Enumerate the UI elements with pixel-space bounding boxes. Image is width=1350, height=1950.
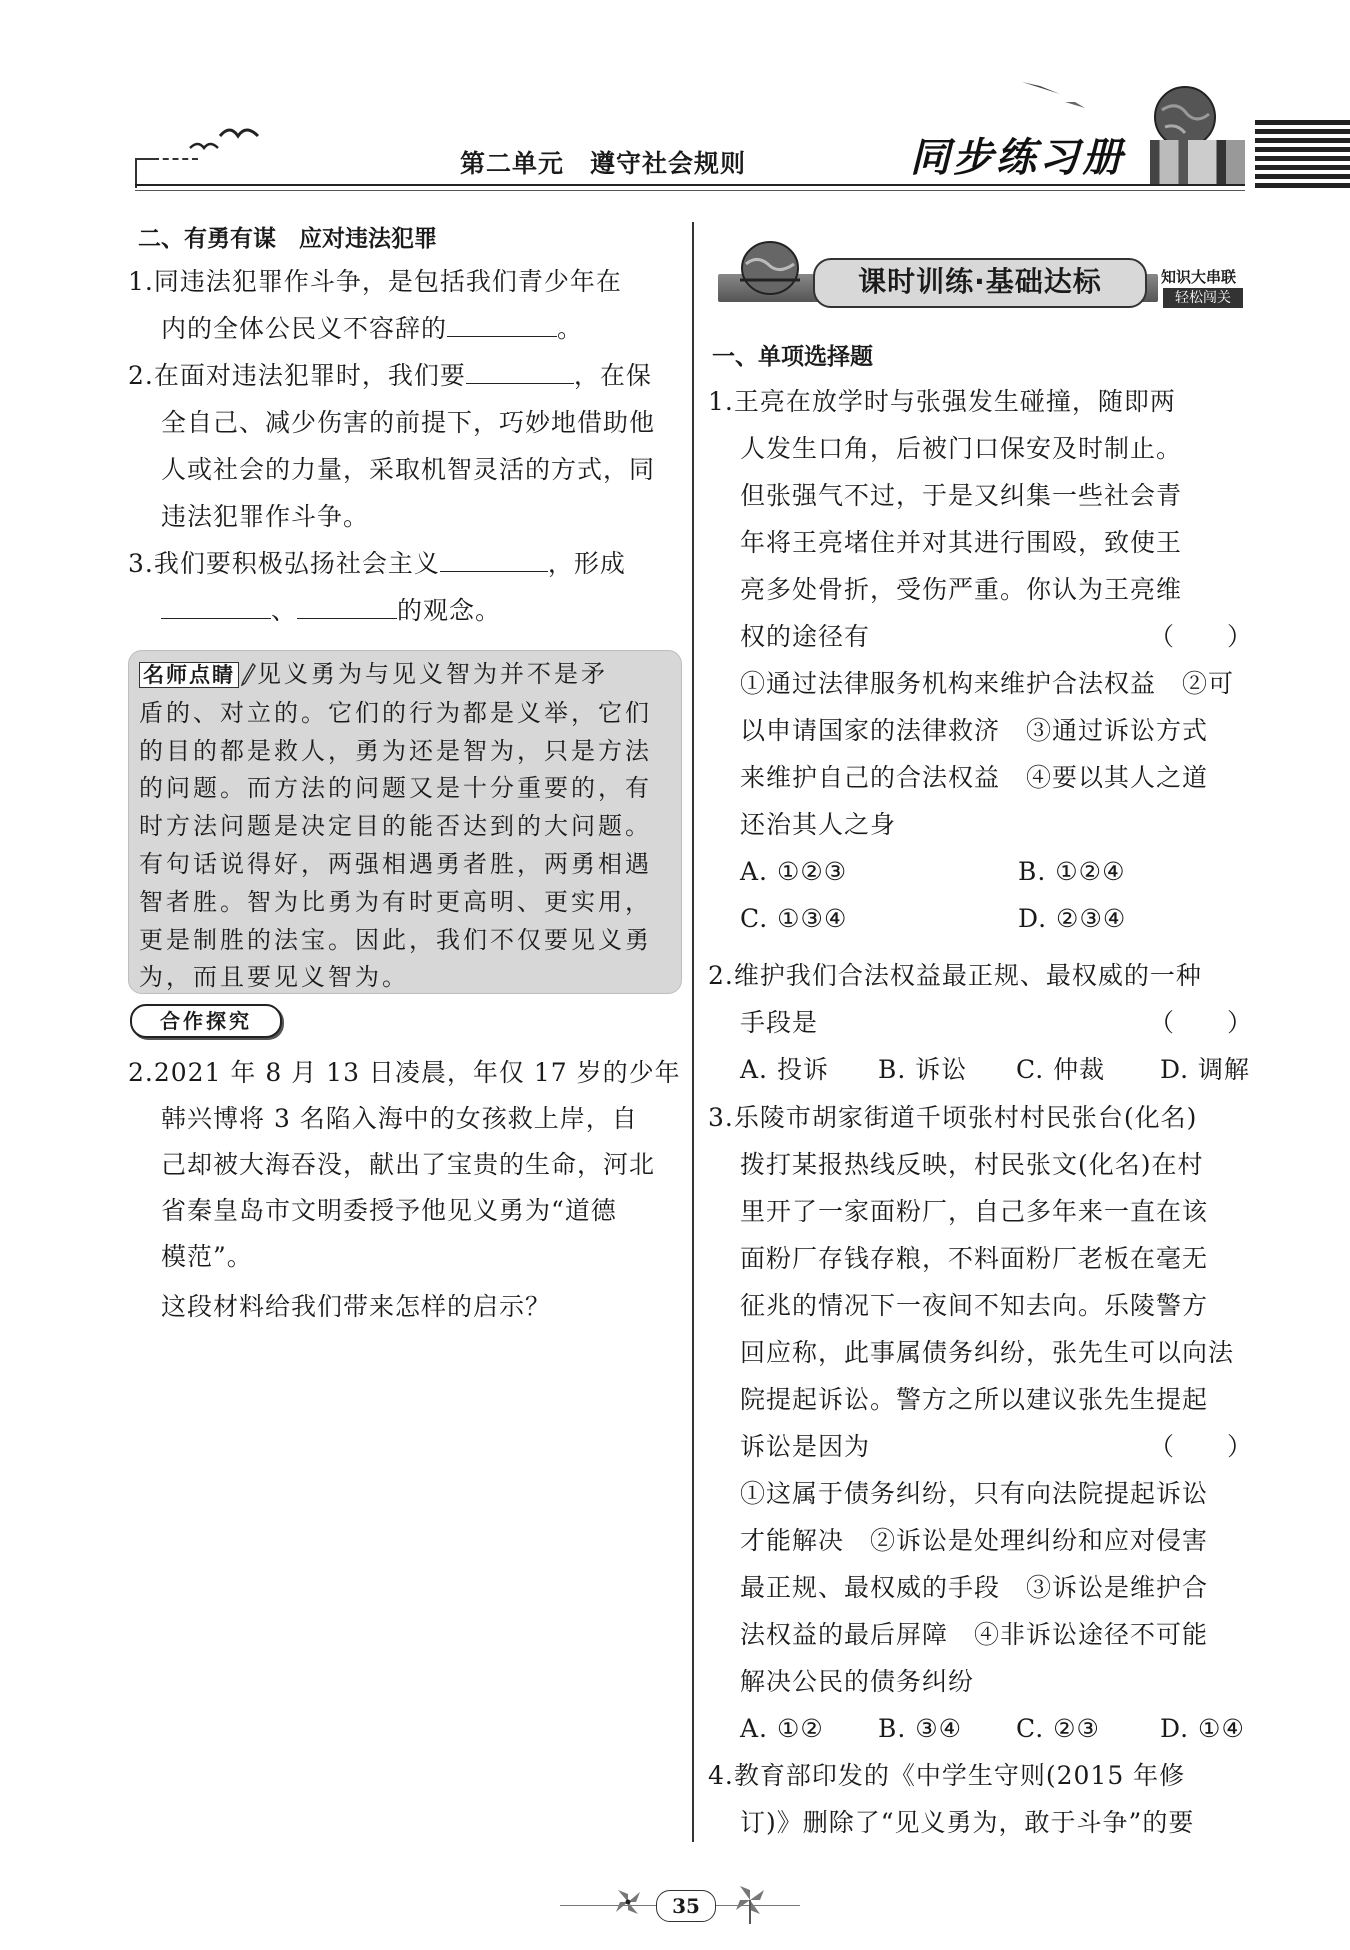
coop-tag <box>130 1004 282 1038</box>
option-a[interactable]: A. ①②③ <box>740 857 848 886</box>
coop-tag-label: 合作探究 <box>160 1009 252 1033</box>
right-q3 <box>708 1094 1253 1752</box>
coop-question <box>128 1050 688 1330</box>
q-item: ①通过法律服务机构来维护合法权益 ②可 <box>740 669 1235 698</box>
brand-title: 同步练习册 <box>910 134 1125 181</box>
q-text: 诉讼是因为 <box>740 1432 871 1461</box>
header <box>0 0 1350 200</box>
left-section-title: 二、有勇有谋 应对违法犯罪 <box>138 226 437 252</box>
answer-blank[interactable] <box>440 543 548 572</box>
q-text: 人或社会的力量，采取机智灵活的方式，同 <box>161 455 656 484</box>
right-section-title: 一、单项选择题 <box>712 344 873 370</box>
q-number: 4. <box>708 1761 734 1790</box>
pinwheel-icon <box>730 1880 770 1924</box>
q-text: 拨打某报热线反映，村民张文(化名)在村 <box>740 1150 1204 1179</box>
q-text: 手段是 <box>740 1008 819 1037</box>
banner-title-plate <box>813 258 1147 308</box>
tip-tag: 名师点睛 <box>139 662 239 688</box>
q-item: 法权益的最后屏障 ④非诉讼途径不可能 <box>740 1620 1209 1649</box>
tip-line: 有句话说得好，两强相遇勇者胜，两勇相遇 <box>139 849 652 878</box>
practice-banner <box>718 240 1253 312</box>
q-text: 里开了一家面粉厂，自己多年来一直在该 <box>740 1197 1209 1226</box>
answer-blank[interactable] <box>297 590 397 619</box>
q-text: 订)》删除了“见义勇为，敢于斗争”的要 <box>740 1808 1195 1837</box>
q-number: 1. <box>128 267 154 296</box>
q-number: 2. <box>708 961 734 990</box>
tip-line: 的问题。而方法的问题又是十分重要的，有 <box>139 774 652 803</box>
q-item: 才能解决 ②诉讼是处理纠纷和应对侵害 <box>740 1526 1209 1555</box>
q-number: 2. <box>128 1058 154 1087</box>
banner-title: 课时训练·基础达标 <box>858 265 1102 298</box>
answer-paren[interactable]: （ ） <box>1148 1008 1253 1037</box>
q-text: 院提起诉讼。警方之所以建议张先生提起 <box>740 1385 1209 1414</box>
answer-paren[interactable]: （ ） <box>1148 622 1253 651</box>
answer-blank[interactable] <box>466 355 574 384</box>
q-item: ①这属于债务纠纷，只有向法院提起诉讼 <box>740 1479 1209 1508</box>
banner-side-top: 知识大串联 <box>1161 268 1237 286</box>
q-text: 的观念。 <box>397 596 502 625</box>
q-text: 、 <box>271 596 298 625</box>
birds-icon <box>185 118 265 163</box>
option-d[interactable]: D. ②③④ <box>1018 904 1127 933</box>
q-number: 3. <box>128 549 154 578</box>
q-number: 2. <box>128 361 154 390</box>
option-c[interactable]: C. ①③④ <box>740 904 848 933</box>
tip-line: 为，而且要见义智为。 <box>139 963 409 992</box>
option-c[interactable]: C. 仲裁 <box>1016 1055 1106 1084</box>
q-text: 面粉厂存钱存粮，不料面粉厂老板在毫无 <box>740 1244 1209 1273</box>
left-q3 <box>128 540 688 634</box>
right-q4 <box>708 1752 1253 1846</box>
q-text: 违法犯罪作斗争。 <box>161 502 370 531</box>
answer-blank[interactable] <box>447 308 557 337</box>
page-number: 35 <box>656 1890 716 1922</box>
q-text: 年将王亮堵住并对其进行围殴，致使王 <box>740 528 1183 557</box>
tip-line: 智者胜。智为比勇为有时更高明、更实用， <box>139 887 652 916</box>
q-item: 解决公民的债务纠纷 <box>740 1667 975 1696</box>
header-dash-line <box>153 158 198 160</box>
tip-box <box>128 650 682 994</box>
option-a[interactable]: A. ①② <box>740 1714 824 1743</box>
globe-icon <box>736 240 804 302</box>
q-text: 乐陵市胡家街道千顷张村村民张台(化名) <box>733 1103 1198 1132</box>
tip-line: 更是制胜的法宝。因此，我们不仅要见义勇 <box>139 925 652 954</box>
q-text: 亮多处骨折，受伤严重。你认为王亮维 <box>740 575 1183 604</box>
q-text: 。 <box>557 314 584 343</box>
tip-line: 时方法问题是决定目的能否达到的大问题。 <box>139 812 652 841</box>
option-d[interactable]: D. ①④ <box>1160 1714 1245 1743</box>
q-text: 人发生口角，后被门口保安及时制止。 <box>740 434 1183 463</box>
option-c[interactable]: C. ②③ <box>1016 1714 1100 1743</box>
column-divider <box>692 222 694 1842</box>
q-text: 权的途径有 <box>740 622 871 651</box>
footer <box>560 1880 800 1930</box>
q-item: 最正规、最权威的手段 ③诉讼是维护合 <box>740 1573 1209 1602</box>
q-text: ，形成 <box>547 549 626 578</box>
right-q1 <box>708 378 1253 942</box>
left-q2 <box>128 352 688 540</box>
coop-line: 省秦皇岛市文明委授予他见义勇为“道德 <box>161 1196 617 1225</box>
unit-title: 第二单元 遵守社会规则 <box>460 149 747 178</box>
right-q2 <box>708 952 1253 1093</box>
tip-line: 盾的、对立的。它们的行为都是义举，它们 <box>139 698 652 727</box>
coop-line: 2021 年 8 月 13 日凌晨，年仅 17 岁的少年 <box>153 1058 681 1087</box>
q-item: 以申请国家的法律救济 ③通过诉讼方式 <box>740 716 1209 745</box>
q-text: 维护我们合法权益最正规、最权威的一种 <box>733 961 1202 990</box>
answer-blank[interactable] <box>161 590 271 619</box>
coop-line: 己却被大海吞没，献出了宝贵的生命，河北 <box>161 1150 656 1179</box>
q-text: 同违法犯罪作斗争，是包括我们青少年在 <box>153 267 622 296</box>
pencil-icon <box>239 662 257 686</box>
q-number: 1. <box>708 387 734 416</box>
q-text: 在面对违法犯罪时，我们要 <box>153 361 466 390</box>
q-text: 我们要积极弘扬社会主义 <box>153 549 440 578</box>
tip-line: 的目的都是救人，勇为还是智为，只是方法 <box>139 736 652 765</box>
coop-prompt: 这段材料给我们带来怎样的启示？ <box>161 1292 552 1321</box>
header-stripes <box>1255 120 1350 190</box>
q-number: 3. <box>708 1103 734 1132</box>
q-text: 内的全体公民义不容辞的 <box>161 314 448 343</box>
option-b[interactable]: B. ③④ <box>878 1714 963 1743</box>
option-b[interactable]: B. 诉讼 <box>878 1055 968 1084</box>
q-text: 但张强气不过，于是又纠集一些社会青 <box>740 481 1183 510</box>
header-rule-thin <box>135 190 1245 191</box>
answer-paren[interactable]: （ ） <box>1148 1432 1253 1461</box>
coop-line: 模范”。 <box>161 1242 253 1271</box>
q-text: 教育部印发的《中学生守则(2015 年修 <box>733 1761 1186 1790</box>
q-item: 来维护自己的合法权益 ④要以其人之道 <box>740 763 1209 792</box>
q-text: ，在保 <box>573 361 652 390</box>
q-text: 全自己、减少伤害的前提下，巧妙地借助他 <box>161 408 656 437</box>
paper-plane-icon <box>1020 72 1090 112</box>
option-d[interactable]: D. 调解 <box>1160 1055 1251 1084</box>
pinwheel-icon <box>610 1884 646 1920</box>
option-a[interactable]: A. 投诉 <box>740 1055 829 1084</box>
left-q1 <box>128 258 688 352</box>
q-text: 回应称，此事属债务纠纷，张先生可以向法 <box>740 1338 1235 1367</box>
banner-side-bottom: 轻松闯关 <box>1163 288 1243 308</box>
q-text: 征兆的情况下一夜间不知去向。乐陵警方 <box>740 1291 1209 1320</box>
q-item: 还治其人之身 <box>740 810 897 839</box>
tip-line: 见义勇为与见义智为并不是矛 <box>257 660 608 688</box>
header-pillars <box>1150 140 1245 184</box>
q-text: 王亮在放学时与张强发生碰撞，随即两 <box>733 387 1176 416</box>
header-rule <box>135 184 1245 186</box>
option-b[interactable]: B. ①②④ <box>1018 857 1126 886</box>
coop-line: 韩兴博将 3 名陷入海中的女孩救上岸，自 <box>161 1104 638 1133</box>
